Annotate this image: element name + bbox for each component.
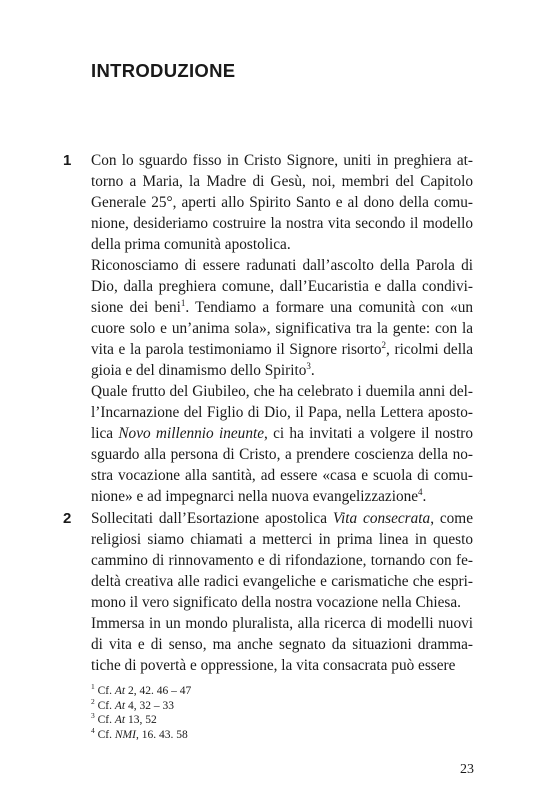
text-line: Immersa in un mondo pluralista, alla ricerca di modelli nuovi [91, 615, 473, 632]
text-line: l’Incarnazione del Figlio di Dio, il Papa, nella Lettera aposto- [91, 404, 473, 421]
paragraph-number-1: 1 [63, 152, 72, 169]
text-line: gioia e del dinamismo dello Spirito$^3$. [91, 360, 315, 379]
text-line: Quale frutto del Giubileo, che ha celebrato i duemila anni del- [91, 383, 473, 400]
text-line: sione dei beni$^1$. Tendiamo a formare una comunità con «un [91, 297, 473, 316]
italic-text: At [114, 699, 126, 712]
text-line: Con lo sguardo fisso in Cristo Signore, uniti in preghiera at- [91, 152, 473, 169]
italic-text: Novo millennio ineunte [118, 425, 265, 442]
text-line: mono il vero significato della nostra vocazione nella Chiesa. [91, 594, 461, 611]
paragraph-1c [91, 381, 473, 507]
page-title: INTRODUZIONE [91, 60, 236, 81]
footnote-ref: 4 [418, 486, 423, 497]
text-line: nione» e ad impegnarci nella nuova evangelizzazione$^4$. [91, 486, 427, 505]
paragraph-1a [91, 150, 473, 255]
text-line: deltà creativa alle radici evangeliche e carismatiche che espri- [91, 573, 473, 590]
footnote-ref: 2 [381, 339, 387, 350]
page-number: 23 [460, 762, 474, 777]
text-line: cammino di rinnovamento e di rifondazione, tornando con fe- [91, 552, 473, 569]
footnote-ref: 3 [91, 711, 95, 721]
paragraph-2a [91, 508, 473, 613]
text-line: della prima comunità apostolica. [91, 236, 291, 253]
text-line: di vita e di senso, ma anche segnato da situazioni dramma- [91, 636, 473, 653]
text-line: lica Novo millennio ineunte, ci ha invitati a volgere il nostro [91, 425, 473, 442]
text-line: torno a Maria, la Madre di Gesù, noi, membri del Capitolo [91, 173, 473, 190]
text-line: Riconosciamo di essere radunati dall’ascolto della Parola di [91, 257, 473, 274]
italic-text: NMI [114, 728, 136, 741]
italic-text: Vita consecrata [332, 510, 431, 527]
paragraph-1b [91, 255, 473, 381]
text-line: sguardo alla persona di Cristo, a prendere coscienza della no- [91, 446, 473, 463]
footnotes [91, 684, 191, 742]
paragraph-2b [91, 613, 473, 676]
text-line: Generale 25°, aperti allo Spirito Santo e al dono della comu- [91, 194, 473, 211]
footnote-ref: 3 [306, 360, 311, 371]
italic-text: At [114, 714, 126, 726]
text-line: religiosi siamo chiamati a metterci in prima linea in questo [91, 531, 473, 548]
text-line: vita e la parola testimoniamo il Signore risorto$^2$, ricolmi della [91, 339, 473, 358]
text-line: stra vocazione alla santità, ad essere «casa e scuola di comu- [91, 467, 473, 484]
footnote-ref: 1 [91, 682, 95, 692]
footnote: $^3$ Cf. At 13, 52 [91, 711, 157, 726]
text-line: tiche di povertà e oppressione, la vita consacrata può essere [91, 657, 456, 674]
text-line: cuore solo e un’anima sola», significativa tra la gente: con la [91, 320, 473, 337]
text-line: nione, desideriamo costruire la nostra vita secondo il modello [91, 215, 473, 232]
text-line: Sollecitati dall’Esortazione apostolica Vita consecrata, come [91, 510, 473, 527]
paragraph-number-2: 2 [63, 510, 72, 527]
footnote: $^1$ Cf. At 2, 42. 46 – 47 [91, 682, 192, 697]
italic-text: At [114, 685, 126, 697]
footnote-ref: 2 [91, 696, 95, 706]
footnote: $^2$ Cf. At 4, 32 – 33 [91, 696, 174, 712]
footnote: $^4$ Cf. NMI, 16. 43. 58 [91, 725, 188, 741]
footnote-ref: 4 [91, 725, 95, 735]
footnote-ref: 1 [180, 297, 186, 308]
text-line: Dio, dalla preghiera comune, dall’Eucaristia e dalla condivi- [91, 278, 473, 295]
